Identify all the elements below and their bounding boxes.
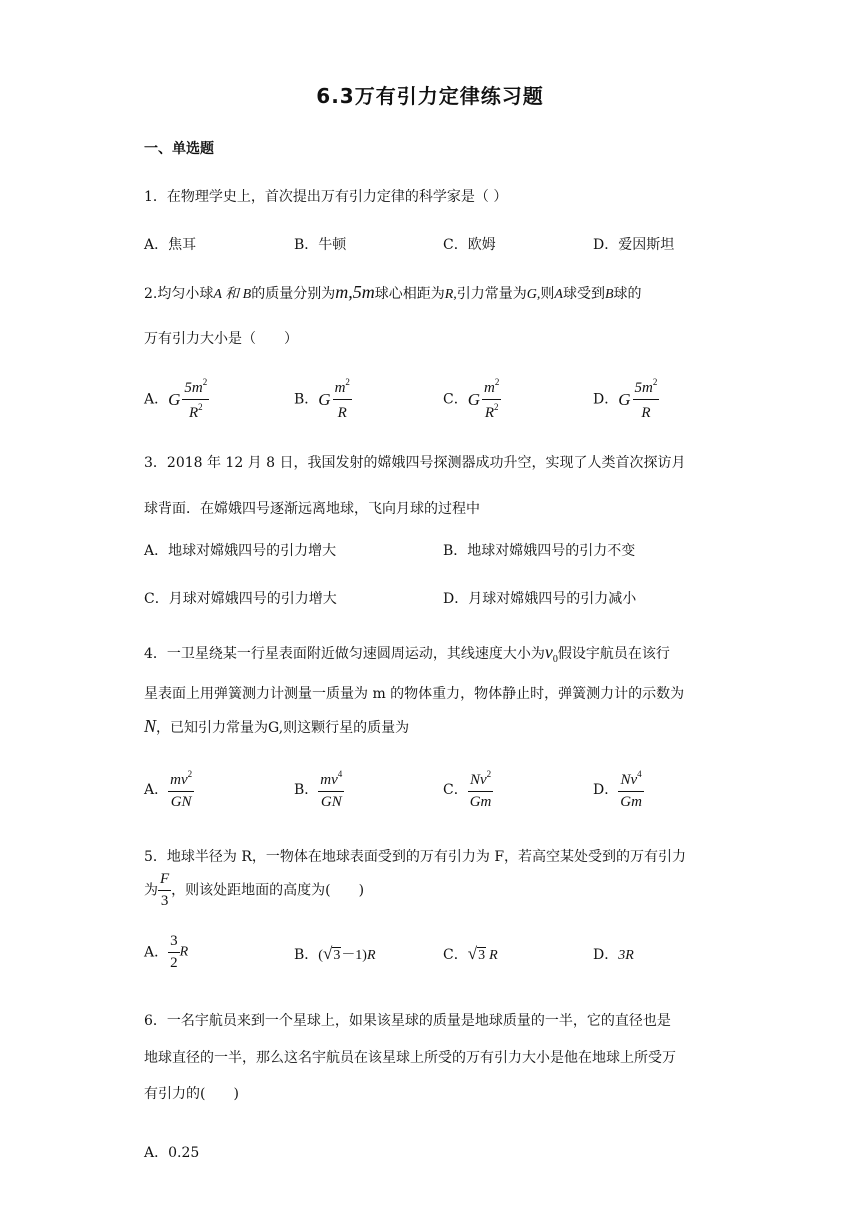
question-4-stem-line-2: 星表面上用弹簧测力计测量一质量为 m 的物体重力，物体静止时，弹簧测力计的示数为 (144, 686, 685, 702)
q4-option-b: B． $\frac{mv^4}{GN}$ (294, 769, 343, 810)
q5-option-d: D．3R (593, 947, 634, 963)
question-6-stem-line-2: 地球直径的一半，那么这名宇航员在该星球上所受的万有引力大小是他在地球上所受万 (144, 1050, 676, 1066)
q3-option-c: C．月球对嫦娥四号的引力增大 (144, 591, 337, 607)
q2-r: R, (444, 287, 457, 302)
q2-c-fraction: $\frac{m^2}{R^2}$ (484, 377, 500, 421)
question-1-stem: 1．在物理学史上，首次提出万有引力定律的科学家是（ ） (144, 189, 508, 205)
q5-f-over-3: $\frac{F}{3}$ (160, 871, 170, 909)
q5-c-sqrt: √3 (467, 944, 486, 963)
q4-option-a: A． $\frac{mv^2}{GN}$ (144, 769, 193, 810)
q4-option-c: C． $\frac{Nv^2}{Gm}$ (443, 769, 492, 810)
q2-b: B (604, 287, 614, 302)
q4-a-fraction: $\frac{mv^2}{GN}$ (170, 769, 193, 810)
q4-b-fraction: $\frac{mv^4}{GN}$ (320, 769, 343, 810)
q1-option-c: C．欧姆 (443, 237, 496, 253)
q2-option-b: B．G $\frac{m^2}{R}$ (294, 377, 350, 421)
q4-option-d: D． $\frac{Nv^4}{Gm}$ (593, 769, 642, 810)
q3-option-b: B．地球对嫦娥四号的引力不变 (443, 543, 636, 559)
q4-d-fraction: $\frac{Nv^4}{Gm}$ (620, 769, 642, 810)
q2-stem-part: 球心相距为 (374, 286, 445, 302)
q2-a-fraction: $\frac{5m^2}{R^2}$ (184, 377, 208, 421)
q2-d-fraction: $\frac{5m^2}{R}$ (634, 377, 658, 421)
question-4-stem-line-1: 4．一卫星绕某一行星表面附近做匀速圆周运动，其线速度大小为$v_0$假设宇航员在该行 (144, 642, 670, 665)
q5-b-sqrt: √3 (322, 944, 341, 963)
q2-stem-part: 引力常量为 (456, 286, 527, 302)
question-6-stem-line-1: 6．一名宇航员来到一个星球上，如果该星球的质量是地球质量的一半，它的直径也是 (144, 1013, 671, 1029)
question-3-stem-line-1: 3．2018 年 12 月 8 日，我国发射的嫦娥四号探测器成功升空，实现了人类首次探访月 (144, 455, 686, 471)
q5-option-c: C．√3 R (443, 944, 498, 963)
q2-masses: m,5m (335, 282, 375, 302)
q4-v0: $v_0$ (544, 642, 558, 665)
question-5-stem-line-1: 5．地球半径为 R，一物体在地球表面受到的万有引力为 F，若高空某处受到的万有引力 (144, 849, 687, 865)
q1-option-a: A．焦耳 (144, 237, 197, 253)
q4-n: N (144, 716, 157, 736)
question-2-stem-line-1 (144, 282, 642, 303)
q3-option-a: A．地球对嫦娥四号的引力增大 (144, 543, 337, 559)
q3-option-d: D．月球对嫦娥四号的引力减小 (443, 591, 637, 607)
q2-stem-part: 球受到 (562, 286, 605, 302)
q1-option-b: B．牛顿 (294, 237, 347, 253)
q2-option-d: D．G $\frac{5m^2}{R}$ (593, 377, 658, 421)
q2-a: A (554, 287, 563, 302)
q2-stem-part: 球的 (613, 286, 642, 302)
question-2-stem-line-2: 万有引力大小是（ ） (144, 331, 298, 347)
q2-option-c: C．G $\frac{m^2}{R^2}$ (443, 377, 500, 421)
q2-option-a: A．G $\frac{5m^2}{R^2}$ (144, 377, 208, 421)
question-4-stem-line-3: N，已知引力常量为G,则这颗行星的质量为 (144, 716, 410, 736)
q1-option-d: D．爱因斯坦 (593, 237, 675, 253)
page-title: 6.3万有引力定律练习题 (316, 84, 544, 108)
q5-option-a: A． $\frac{3}{2}$ R (144, 933, 189, 971)
section-heading: 一、单选题 (144, 141, 214, 157)
q2-stem-part: 则 (540, 286, 555, 302)
q5-a-fraction: $\frac{3}{2}$ (170, 933, 178, 971)
question-6-stem-line-3: 有引力的( ) (144, 1086, 239, 1102)
q2-ab: A 和 B (213, 287, 252, 302)
question-3-stem-line-2: 球背面．在嫦娥四号逐渐远离地球，飞向月球的过程中 (144, 501, 480, 517)
q6-option-a: A．0.25 (144, 1145, 200, 1161)
q2-g: G, (526, 287, 541, 302)
q5-option-b: B．(√3－1)R (294, 944, 376, 963)
question-5-stem-line-2: 为 $\frac{F}{3}$ ，则该处距地面的高度为( ) (144, 871, 365, 909)
q4-c-fraction: $\frac{Nv^2}{Gm}$ (469, 769, 492, 810)
q2-stem-part: 2.均匀小球 (144, 286, 214, 302)
q2-stem-part: 的质量分别为 (251, 286, 336, 302)
q2-b-fraction: $\frac{m^2}{R}$ (334, 377, 350, 421)
